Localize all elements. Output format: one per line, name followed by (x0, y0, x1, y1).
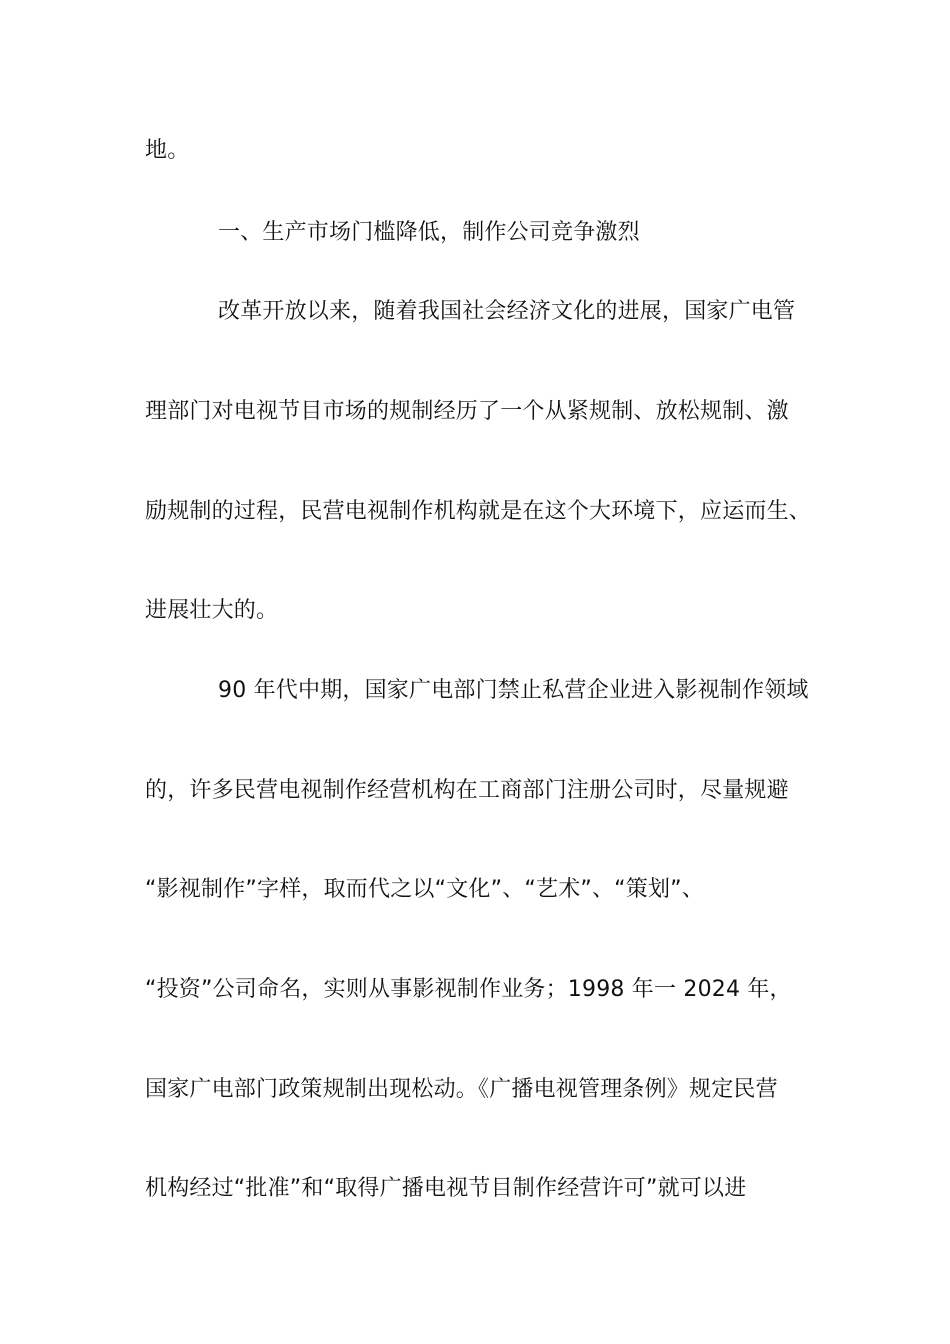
text-line: 90 年代中期，国家广电部门禁止私营企业进入影视制作领域 (218, 678, 809, 703)
text-line: 机构经过“批准”和“取得广播电视节目制作经营许可”就可以进 (145, 1176, 747, 1201)
text-line: “投资”公司命名，实则从事影视制作业务；1998 年一 2024 年， (145, 977, 792, 1002)
text-line: 励规制的过程，民营电视制作机构就是在这个大环境下，应运而生、 (145, 499, 812, 524)
text-line: 国家广电部门政策规制出现松动。《广播电视管理条例》规定民营 (145, 1077, 778, 1102)
text-line: “影视制作”字样，取而代之以“文化”、“艺术”、“策划”、 (145, 877, 704, 902)
text-line: 地。 (145, 138, 190, 163)
text-line: 理部门对电视节目市场的规制经历了一个从紧规制、放松规制、激 (145, 399, 789, 424)
text-line: 的，许多民营电视制作经营机构在工商部门注册公司时，尽量规避 (145, 778, 789, 803)
section-heading: 一、生产市场门槛降低，制作公司竞争激烈 (218, 220, 640, 245)
text-line: 改革开放以来，随着我国社会经济文化的进展，国家广电管 (218, 299, 796, 324)
text-line: 进展壮大的。 (145, 598, 279, 623)
